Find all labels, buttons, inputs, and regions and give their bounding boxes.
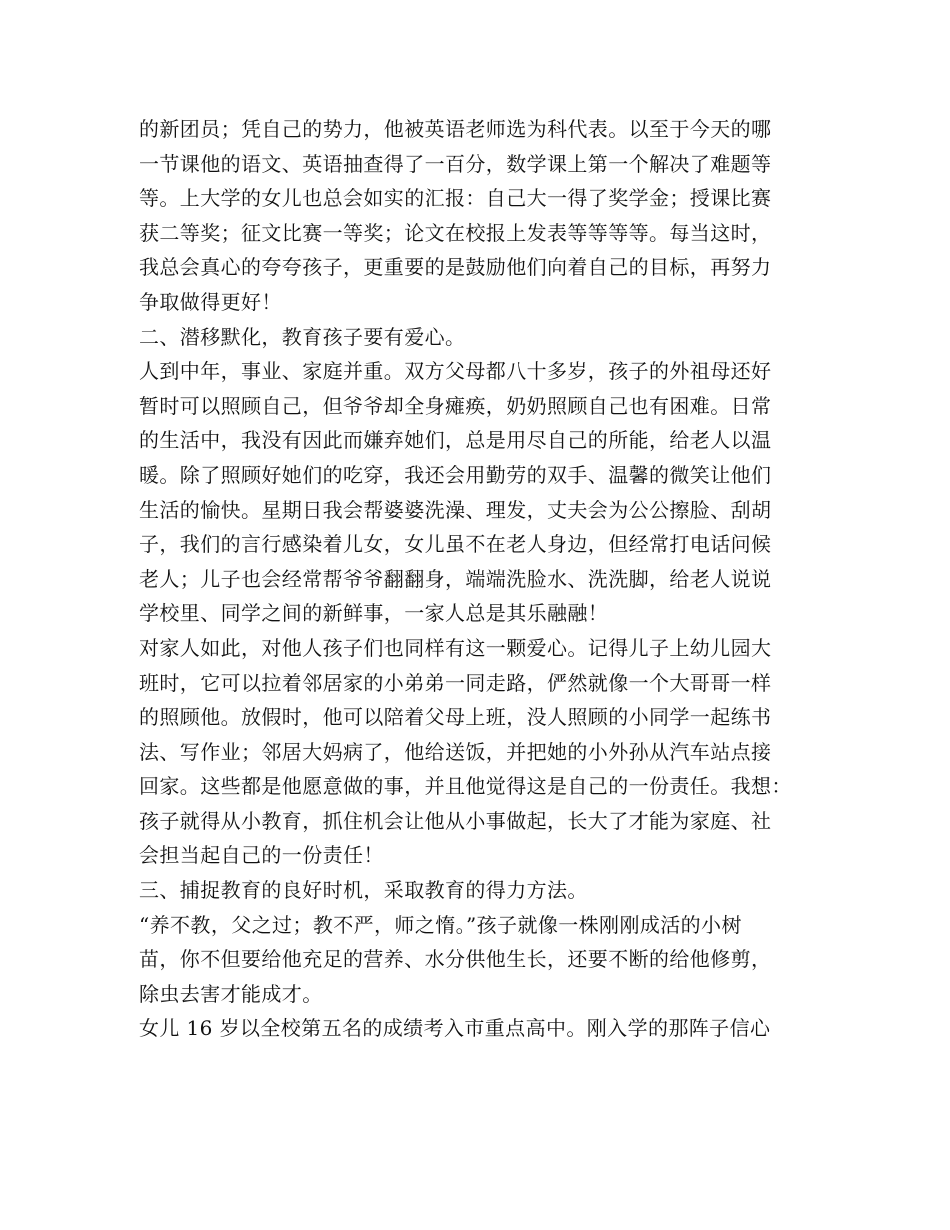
text-line: 我总会真心的夸夸孩子，更重要的是鼓励他们向着自己的目标，再努力: [139, 255, 772, 280]
text-line: 回家。这些都是他愿意做的事，并且他觉得这是自己的一份责任。我想：: [139, 774, 792, 799]
text-line: 暂时可以照顾自己，但爷爷却全身瘫痪，奶奶照顾自己也有困难。日常: [139, 393, 772, 418]
text-line: 除虫去害才能成才。: [139, 981, 323, 1006]
text-line: 苗，你不但要给他充足的营养、水分供他生长，还要不断的给他修剪，: [139, 947, 772, 972]
text-line: 子，我们的言行感染着儿女，女儿虽不在老人身边，但经常打电话问候: [139, 532, 772, 557]
text-line: 法、写作业；邻居大妈病了，他给送饭，并把她的小外孙从汽车站点接: [139, 739, 772, 764]
text-line: 女儿 16 岁以全校第五名的成绩考入市重点高中。刚入学的那阵子信心: [139, 1016, 771, 1041]
text-line: 对家人如此，对他人孩子们也同样有这一颗爱心。记得儿子上幼儿园大: [139, 635, 772, 660]
text-line: 孩子就得从小教育，抓住机会让他从小事做起，长大了才能为家庭、社: [139, 808, 772, 833]
text-line: 学校里、同学之间的新鲜事，一家人总是其乐融融！: [139, 601, 609, 626]
text-line: 的照顾他。放假时，他可以陪着父母上班，没人照顾的小同学一起练书: [139, 705, 772, 730]
document-body: [139, 112, 829, 1046]
text-line: 一节课他的语文、英语抽查得了一百分，数学课上第一个解决了难题等: [139, 151, 772, 176]
text-line: 暖。除了照顾好她们的吃穿，我还会用勤劳的双手、温馨的微笑让他们: [139, 462, 772, 487]
section-heading: 三、捕捉教育的良好时机，采取教育的得力方法。: [139, 878, 588, 903]
text-line: 等。上大学的女儿也总会如实的汇报：自己大一得了奖学金；授课比赛: [139, 186, 772, 211]
text-line: 生活的愉快。星期日我会帮婆婆洗澡、理发，丈夫会为公公擦脸、刮胡: [139, 497, 772, 522]
text-line: 获二等奖；征文比赛一等奖；论文在校报上发表等等等等。每当这时，: [139, 220, 772, 245]
text-line: 会担当起自己的一份责任！: [139, 843, 384, 868]
text-line: 的新团员；凭自己的势力，他被英语老师选为科代表。以至于今天的哪: [139, 117, 772, 141]
section-heading: 二、潜移默化，教育孩子要有爱心。: [139, 324, 466, 349]
text-line: 争取做得更好！: [139, 289, 282, 314]
text-line: 的生活中，我没有因此而嫌弃她们，总是用尽自己的所能，给老人以温: [139, 428, 772, 453]
text-line: 老人；儿子也会经常帮爷爷翻翻身，端端洗脸水、洗洗脚，给老人说说: [139, 566, 772, 591]
text-line: “养不教，父之过；教不严，师之惰。”孩子就像一株刚刚成活的小树: [139, 912, 742, 937]
text-line: 人到中年，事业、家庭并重。双方父母都八十多岁，孩子的外祖母还好: [139, 359, 772, 384]
text-line: 班时，它可以拉着邻居家的小弟弟一同走路，俨然就像一个大哥哥一样: [139, 670, 772, 695]
